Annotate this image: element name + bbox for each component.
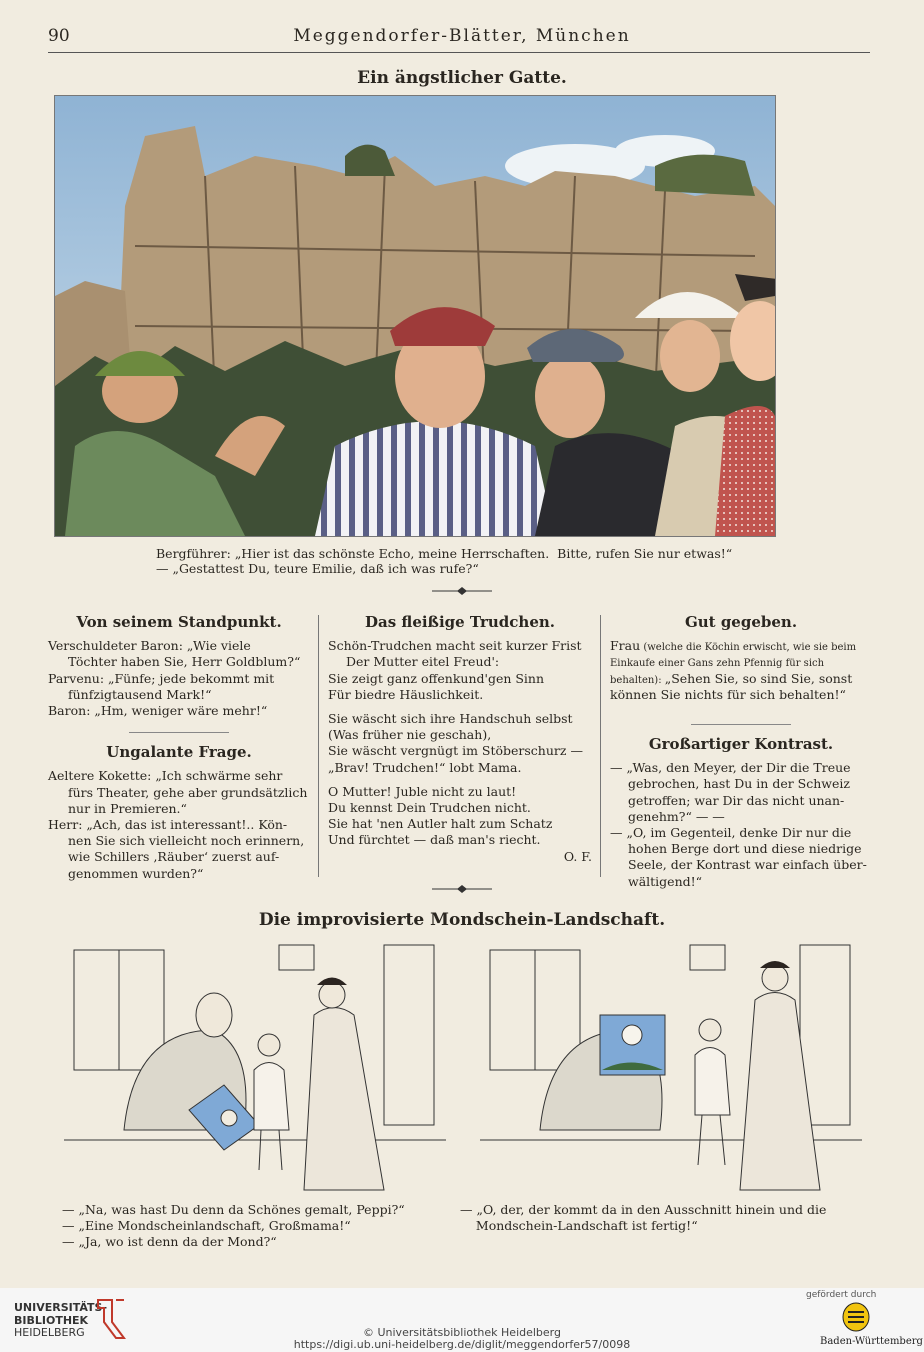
column-middle [328, 615, 592, 866]
cartoon1-caption-line1: Bergführer: „Hier ist das schönste Echo, meine Herrschaften. Bitte, rufen Sie nur etwas!“ [156, 546, 733, 561]
verse-line: Sie wäscht sich ihre Handschuh selbst [328, 711, 573, 727]
cartoon2-panel-right [480, 940, 862, 1196]
text-line: genommen wurden?“ [68, 865, 204, 881]
heading-ungalante-frage: Ungalante Frage. [106, 743, 252, 762]
stage-note: (welche die Köchin erwischt, wie sie beim Einkaufe einer Gans zehn Pfennig für sich behalten): [610, 642, 857, 686]
cartoon2-panel-left [64, 940, 446, 1196]
heading-gut-gegeben: Gut gegeben. [684, 613, 798, 631]
text-line: — „Was, den Meyer, der Dir die Treue [610, 760, 851, 776]
text-line: Seele, der Kontrast war einfach über- [628, 857, 867, 873]
text-line: nen Sie sich vielleicht noch erinnern, [68, 833, 305, 849]
verse-line: Du kennst Dein Trudchen nicht. [328, 800, 531, 816]
text-line: getroffen; war Dir das nicht unan- [628, 792, 845, 808]
verse-line: Sie wäscht vergnügt im Stöberschurz — [328, 743, 583, 759]
anecdote-text [610, 639, 872, 702]
column-rule-right [600, 615, 601, 877]
publication-title: Meggendorfer-Blätter, München [293, 26, 631, 46]
quote-text: „Sehen Sie, so sind Sie, sonst können Sie nichts für sich behalten!“ [610, 670, 853, 702]
verse-line: Sie hat 'nen Autler halt zum Schatz [328, 816, 553, 832]
text-line: fünfzigtausend Mark!“ [68, 686, 212, 702]
verse-line: (Was früher nie geschah), [328, 727, 492, 743]
divider [691, 724, 791, 725]
verse-line: Schön-Trudchen macht seit kurzer Frist [328, 638, 582, 654]
cartoon2-title: Die improvisierte Mondschein-Landschaft. [258, 910, 666, 930]
baden-wuerttemberg-emblem-icon [842, 1302, 870, 1336]
text-line: wältigend!“ [628, 873, 703, 889]
permalink-url[interactable]: https://digi.ub.uni-heidelberg.de/diglit/meggendorfer57/0098 [293, 1338, 631, 1351]
text-line: wie Schillers ‚Räuber‘ zuerst auf- [68, 849, 280, 865]
cartoon1-title: Ein ängstlicher Gatte. [357, 68, 567, 88]
mountain-scene-image [55, 96, 775, 536]
cartoon2-caption-left-1: — „Na, was hast Du denn da Schönes gemalt, Peppi?“ [62, 1202, 405, 1217]
ornament-divider-icon [432, 884, 492, 894]
verse-line: O Mutter! Juble nicht zu laut! [328, 783, 517, 799]
column-rule-left [318, 615, 319, 877]
heading-das-fleissige-trudchen: Das fleißige Trudchen. [365, 613, 555, 631]
text-line: hohen Berge dort und diese niedrige [628, 841, 862, 857]
cartoon2-caption-right-1: — „O, der, der kommt da in den Ausschnitt hinein und die [460, 1202, 827, 1217]
cartoon2-caption-left-2: — „Eine Mondscheinlandschaft, Großmama!“ [62, 1218, 351, 1233]
poem-signature: O. F. [563, 848, 592, 864]
text-line: Baron: „Hm, weniger wäre mehr!“ [48, 703, 268, 719]
page-number: 90 [48, 26, 70, 46]
copyright-notice: © Universitätsbibliothek Heidelberg [362, 1326, 561, 1339]
verse-line: Für biedre Häuslichkeit. [328, 686, 484, 702]
verse-line: Und fürchtet — daß man's riecht. [328, 832, 541, 848]
header-rule [48, 52, 870, 53]
logo-line3: HEIDELBERG [14, 1326, 85, 1339]
text-line: — „O, im Gegenteil, denke Dir nur die [610, 825, 852, 841]
divider [129, 732, 229, 733]
cartoon2-caption-right-2: Mondschein-Landschaft ist fertig!“ [460, 1218, 698, 1233]
cartoon1-illustration [54, 95, 776, 537]
text-line: Parvenu: „Fünfe; jede bekommt mit [48, 670, 275, 686]
text-line: Töchter haben Sie, Herr Goldblum?“ [68, 654, 301, 670]
text-line: Herr: „Ach, das ist interessant!.. Kön- [48, 817, 288, 833]
speaker-label: Frau [610, 638, 641, 654]
cartoon1-caption-line2: — „Gestattest Du, teure Emilie, daß ich was rufe?“ [156, 561, 479, 576]
cartoon2-caption-left-3: — „Ja, wo ist denn da der Mond?“ [62, 1234, 277, 1249]
funder-name[interactable]: Baden-Württemberg [820, 1336, 923, 1347]
heading-von-seinem-standpunkt: Von seinem Standpunkt. [76, 613, 282, 631]
heading-grossartiger-kontrast: Großartiger Kontrast. [648, 735, 834, 754]
funded-by-label: gefördert durch [806, 1290, 877, 1300]
verse-line: Sie zeigt ganz offenkund'gen Sinn [328, 670, 545, 686]
grandmother-scene-image [64, 940, 446, 1196]
logo-line1: UNIVERSITÄTS- [14, 1301, 108, 1314]
ornament-divider-icon [432, 586, 492, 596]
verse-line: „Brav! Trudchen!“ lobt Mama. [328, 759, 522, 775]
column-left [48, 615, 310, 883]
text-line: Aeltere Kokette: „Ich schwärme sehr [48, 768, 283, 784]
text-line: gebrochen, hast Du in der Schweiz [628, 776, 850, 792]
column-right [610, 615, 872, 891]
logo-line2: BIBLIOTHEK [14, 1313, 89, 1327]
text-line: Verschuldeter Baron: „Wie viele [48, 638, 251, 654]
moonlight-scene-image [480, 940, 862, 1196]
verse-line: Der Mutter eitel Freud': [346, 654, 500, 670]
text-line: fürs Theater, gehe aber grundsätzlich [68, 784, 308, 800]
text-line: genehm?“ — — [628, 808, 725, 824]
text-line: nur in Premieren.“ [68, 800, 187, 816]
